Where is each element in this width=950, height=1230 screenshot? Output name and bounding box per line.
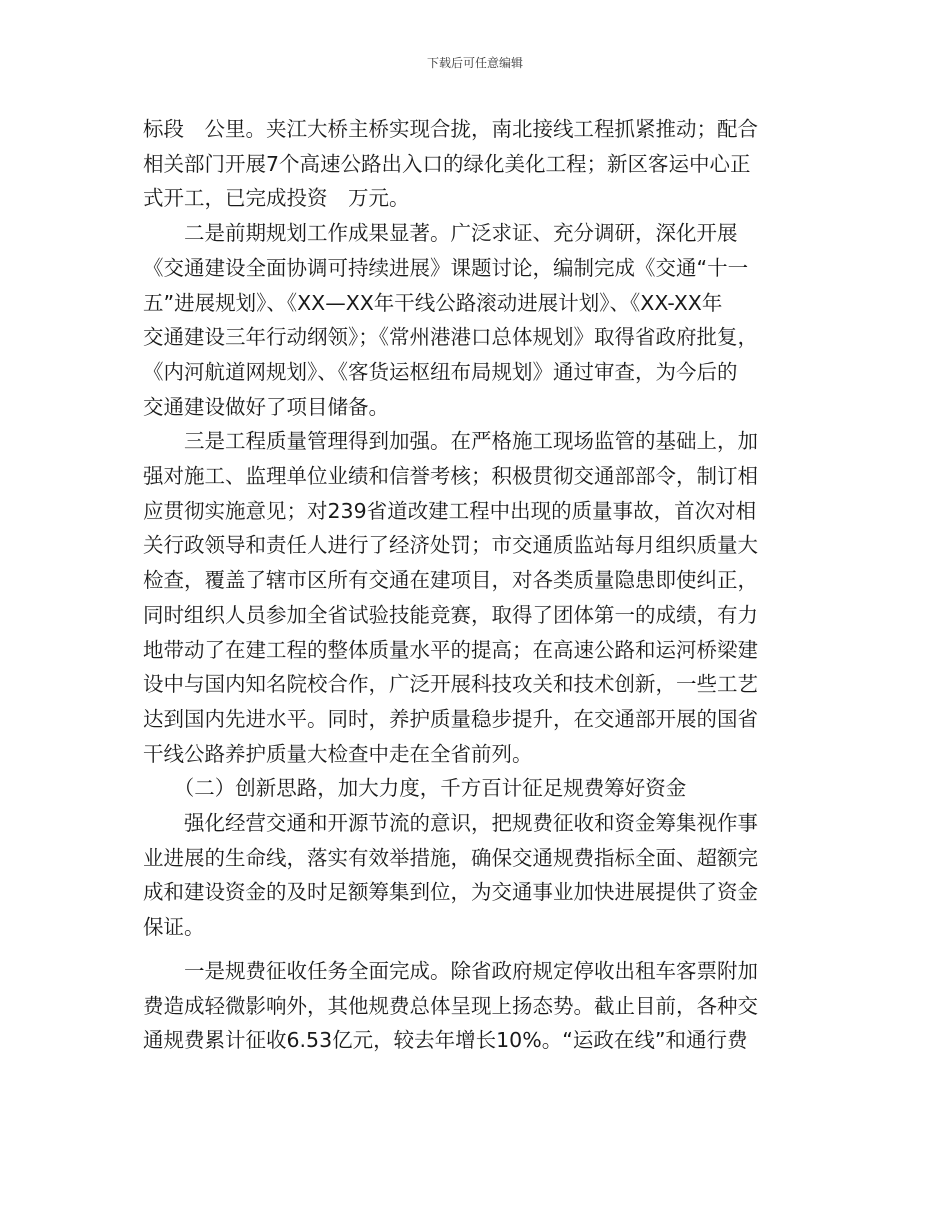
text-line: 二是前期规划工作成果显著。广泛求证、充分调研，深化开展: [143, 221, 738, 246]
section-heading: （二）创新思路，加大力度，千方百计征足规费筹好资金: [143, 776, 687, 801]
document-body: [143, 112, 808, 1058]
text-line: 检查，覆盖了辖市区所有交通在建项目，对各类质量隐患即使纠正，: [143, 568, 758, 593]
text-line: 相关部门开展7个高速公路出入口的绿化美化工程；新区客运中心正: [143, 151, 751, 176]
text-line: 一是规费征收任务全面完成。除省政府规定停收出租车客票附加: [143, 958, 758, 983]
text-line: 达到国内先进水平。同时，养护质量稳步提升，在交通部开展的国省: [143, 706, 758, 731]
text-line: 同时组织人员参加全省试验技能竞赛，取得了团体第一的成绩，有力: [143, 602, 758, 627]
text-line: 《内河航道网规划》、《客货运枢纽布局规划》通过审查，为今后的: [143, 359, 738, 384]
text-line: 《交通建设全面协调可持续进展》课题讨论，编制完成《交通“十一: [143, 255, 749, 280]
text-line: 强对施工、监理单位业绩和信誉考核；积极贯彻交通部部令，制订相: [143, 464, 758, 489]
text-line: 三是工程质量管理得到加强。在严格施工现场监管的基础上，加: [143, 429, 758, 454]
text-line: 地带动了在建工程的整体质量水平的提高；在高速公路和运河桥梁建: [143, 637, 758, 662]
text-line: 保证。: [143, 915, 205, 940]
text-line: 应贯彻实施意见；对239省道改建工程中出现的质量事故，首次对相: [143, 498, 757, 523]
text-line: 设中与国内知名院校合作，广泛开展科技攻关和技术创新，一些工艺: [143, 672, 758, 697]
text-line: 标段 公里。夹江大桥主桥实现合拢，南北接线工程抓紧推动；配合: [143, 117, 758, 141]
text-line: 交通建设做好了项目储备。: [143, 394, 389, 419]
text-line: 干线公路养护质量大检查中走在全省前列。: [143, 741, 533, 766]
text-line: 式开工，已完成投资 万元。: [143, 186, 410, 211]
text-line: 成和建设资金的及时足额筹集到位，为交通事业加快进展提供了资金: [143, 880, 758, 905]
text-line: 五”进展规划》、《XX—XX年干线公路滚动进展计划》、《XX-XX年: [143, 290, 723, 315]
paragraph-gap: [143, 945, 808, 954]
text-line: 强化经营交通和开源节流的意识，把规费征收和资金筹集视作事: [143, 811, 758, 836]
text-line: 费造成轻微影响外，其他规费总体呈现上扬态势。截止目前，各种交: [143, 993, 758, 1018]
page-header: 下载后可任意编辑: [426, 56, 523, 70]
text-line: 交通建设三年行动纲领》；《常州港港口总体规划》取得省政府批复，: [143, 325, 758, 350]
text-line: 关行政领导和责任人进行了经济处罚；市交通质监站每月组织质量大: [143, 533, 758, 558]
text-line: 业进展的生命线，落实有效举措施，确保交通规费指标全面、超额完: [143, 845, 758, 870]
text-line: 通规费累计征收6.53亿元，较去年增长10%。“运政在线”和通行费: [143, 1028, 748, 1053]
